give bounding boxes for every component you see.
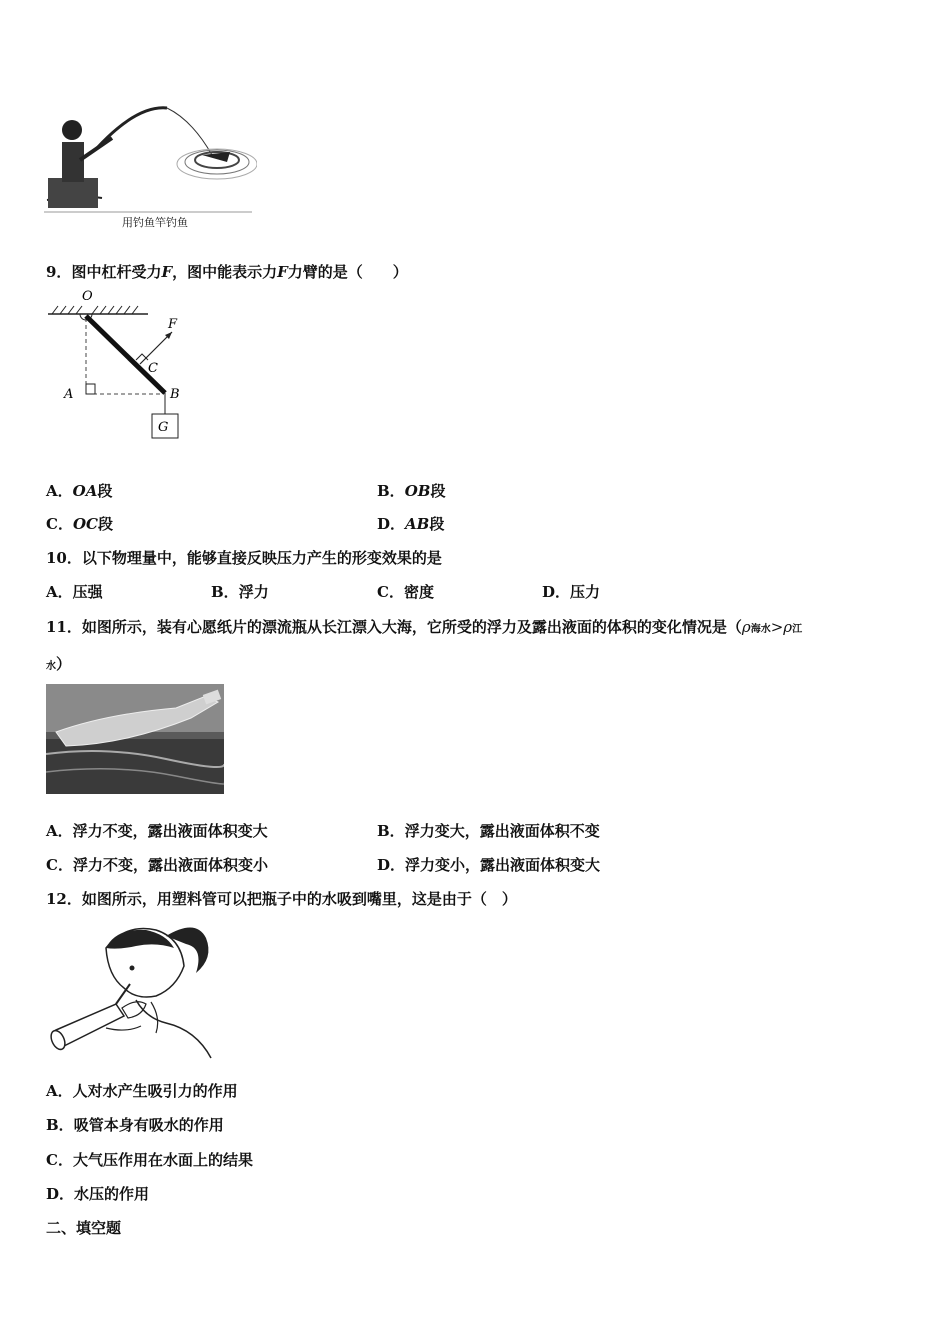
option-var: AB <box>405 515 430 533</box>
q12-option-c[interactable] <box>46 1149 253 1170</box>
q11-option-a[interactable] <box>46 820 268 841</box>
label-b: B <box>170 387 180 402</box>
option-letter: B． <box>377 822 405 840</box>
question-text: 如图所示，用塑料管可以把瓶子中的水吸到嘴里，这是由于（ ） <box>81 890 517 908</box>
option-text: 压强 <box>72 583 103 601</box>
floating-bottle-photo <box>46 684 224 794</box>
option-text: 密度 <box>403 583 434 601</box>
option-text: 浮力不变，露出液面体积变大 <box>72 822 268 840</box>
q11-option-b[interactable] <box>377 820 600 841</box>
q10-option-d[interactable] <box>542 581 600 602</box>
option-letter: B． <box>211 583 239 601</box>
option-letter: C． <box>377 583 404 601</box>
question-text: ，图中能表示力 <box>172 263 278 281</box>
question-number: 9． <box>46 263 72 281</box>
option-letter: C． <box>46 515 73 533</box>
option-letter: C． <box>46 856 73 874</box>
lever-figure <box>44 286 194 446</box>
option-text: 段 <box>430 482 446 500</box>
option-text: 段 <box>97 482 113 500</box>
option-letter: A． <box>46 482 73 500</box>
rho-symbol: ρ <box>741 618 751 636</box>
straw-figure <box>46 918 216 1060</box>
force-symbol: F <box>277 263 288 281</box>
question-number: 11． <box>46 618 82 636</box>
close-paren: ） <box>56 655 72 673</box>
girl-drinking-illustration <box>46 918 216 1060</box>
option-var: OB <box>404 482 431 500</box>
question-12 <box>46 888 517 909</box>
question-number: 10． <box>46 549 82 567</box>
q12-option-a[interactable] <box>46 1080 238 1101</box>
option-letter: B． <box>377 482 405 500</box>
question-text: 图中杠杆受力 <box>71 263 162 281</box>
label-a: A <box>64 387 74 402</box>
option-text: 浮力 <box>238 583 269 601</box>
q11-option-c[interactable] <box>46 854 268 875</box>
option-letter: B． <box>46 1116 74 1134</box>
option-letter: A． <box>46 822 73 840</box>
q9-option-b[interactable] <box>377 480 445 501</box>
option-letter: D． <box>377 515 406 533</box>
bottle-figure <box>46 684 224 794</box>
question-11 <box>46 616 802 637</box>
option-letter: D． <box>542 583 571 601</box>
fishing-caption: 用钓鱼竿钓鱼 <box>122 216 188 229</box>
section-heading: 二、填空题 <box>46 1219 122 1237</box>
option-text: 段 <box>429 515 445 533</box>
question-text: 力臂的是（ ） <box>287 263 408 281</box>
q9-option-c[interactable] <box>46 513 113 534</box>
option-var: OA <box>72 482 98 500</box>
q9-option-a[interactable] <box>46 480 112 501</box>
label-g: G <box>158 420 169 435</box>
option-text: 吸管本身有吸水的作用 <box>73 1116 224 1134</box>
question-9 <box>46 261 408 282</box>
option-text: 浮力不变，露出液面体积变小 <box>72 856 268 874</box>
question-text: 如图所示，装有心愿纸片的漂流瓶从长江漂入大海，它所受的浮力及露出液面的体积的变化情况是（ <box>81 618 742 636</box>
option-var: OC <box>72 515 98 533</box>
question-number: 12． <box>46 890 82 908</box>
q10-option-a[interactable] <box>46 581 103 602</box>
label-f: F <box>168 317 178 332</box>
option-text: 人对水产生吸引力的作用 <box>72 1082 238 1100</box>
q11-option-d[interactable] <box>377 854 600 875</box>
option-letter: A． <box>46 1082 73 1100</box>
q12-option-d[interactable] <box>46 1183 149 1204</box>
q12-option-b[interactable] <box>46 1114 224 1135</box>
label-o: O <box>82 289 93 304</box>
fishing-illustration <box>42 100 257 232</box>
option-letter: D． <box>377 856 406 874</box>
option-text: 大气压作用在水面上的结果 <box>72 1151 253 1169</box>
option-letter: C． <box>46 1151 73 1169</box>
q10-option-b[interactable] <box>211 581 269 602</box>
option-text: 浮力变大，露出液面体积不变 <box>404 822 600 840</box>
rho-subscript-river: 江 <box>792 624 803 635</box>
q9-option-d[interactable] <box>377 513 444 534</box>
label-c: C <box>148 361 158 376</box>
option-text: 水压的作用 <box>74 1185 150 1203</box>
rho-symbol: ρ <box>783 618 793 636</box>
question-text: 以下物理量中，能够直接反映压力产生的形变效果的是 <box>81 549 442 567</box>
rho-subscript-river-cont: 水 <box>46 661 56 672</box>
question-10 <box>46 547 442 568</box>
force-symbol: F <box>161 263 173 281</box>
option-text: 压力 <box>570 583 601 601</box>
option-letter: A． <box>46 583 73 601</box>
q10-option-c[interactable] <box>377 581 434 602</box>
option-letter: D． <box>46 1185 75 1203</box>
option-text: 段 <box>97 515 113 533</box>
lever-diagram <box>44 286 194 446</box>
fishing-figure <box>42 100 257 232</box>
rho-subscript-sea: 海水 <box>750 624 771 635</box>
question-11-cont <box>46 653 71 674</box>
option-text: 浮力变小，露出液面体积变大 <box>405 856 601 874</box>
greater-than: > <box>770 618 784 636</box>
